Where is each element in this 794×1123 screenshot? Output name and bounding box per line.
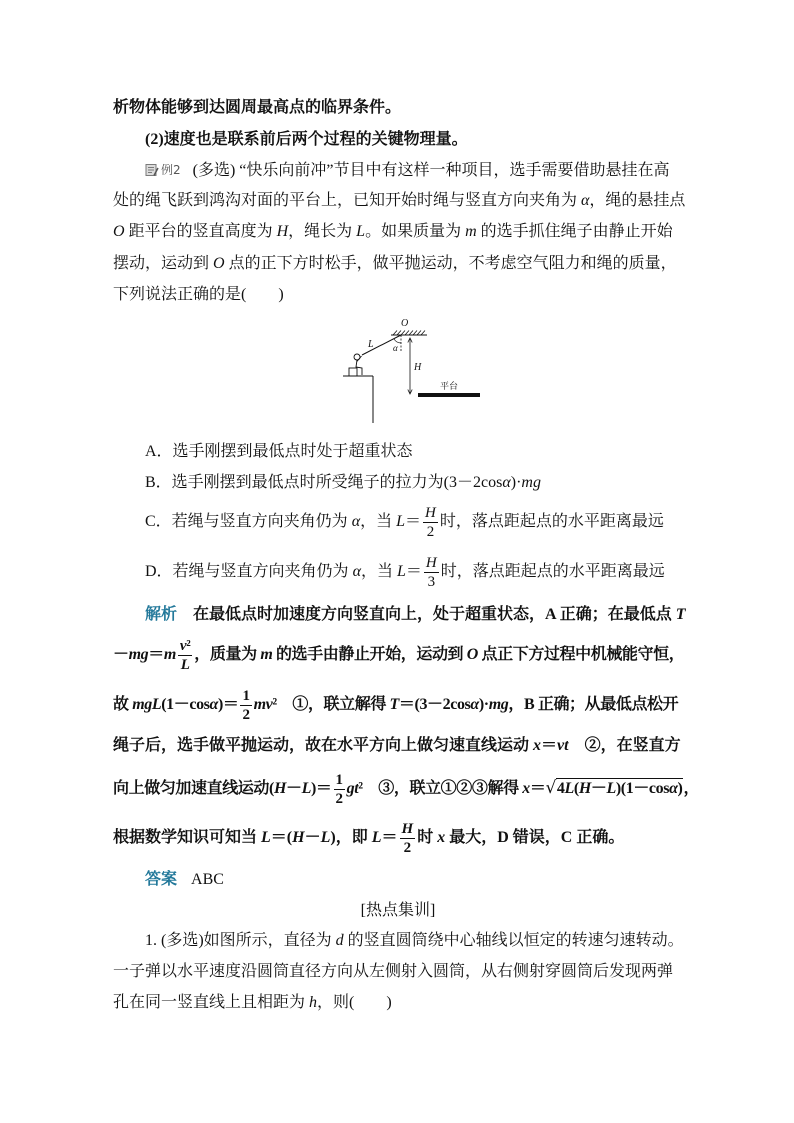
text-run: 故: [113, 696, 133, 713]
text-run: 点正下方过程中机械能守恒，: [477, 646, 685, 663]
math-variable: mgL: [132, 696, 162, 713]
rope-length-label: L: [368, 339, 374, 350]
pivot-label: O: [401, 318, 409, 329]
practice-line-1: [145, 931, 684, 951]
text-run: ²: [186, 637, 191, 654]
text-run: ² ③，联立①②③解得: [358, 780, 523, 797]
text-run: 最大，D 错误，C 正确。: [445, 829, 625, 846]
fraction-denominator: [240, 706, 251, 723]
text-run: ，则( ): [317, 994, 392, 1011]
text-run: (: [573, 780, 579, 797]
text-run: ，质量为: [194, 646, 261, 663]
practice-line-2: [113, 962, 673, 982]
analysis-line-5: [113, 771, 700, 807]
fraction-denominator: [426, 573, 438, 590]
text-run: ＝: [405, 513, 422, 530]
fraction-numerator: [400, 821, 416, 839]
math-variable: x: [533, 737, 542, 754]
fraction-denominator: [425, 523, 437, 540]
fraction: [423, 505, 438, 540]
fraction: [424, 555, 439, 590]
option-b: [145, 473, 541, 493]
option-c: [145, 504, 664, 540]
text-run: )＝: [217, 696, 239, 713]
text-run: (1－cos: [161, 696, 210, 713]
math-variable: h: [309, 994, 318, 1011]
math-variable: α: [352, 563, 361, 580]
math-variable: x: [437, 829, 446, 846]
text-run: ，绳的悬挂点: [589, 192, 686, 209]
text-run: ，当: [360, 563, 397, 580]
text-run: D．若绳与竖直方向夹角仍为: [145, 563, 353, 580]
text-run: 时，落点距起点的水平距离最远: [439, 513, 664, 530]
text-run: 点的正下方时松手，做平抛运动，不考虑空气阻力和绳的质量，: [224, 255, 677, 272]
analysis-line-1: [145, 605, 685, 625]
radicand: [556, 778, 684, 797]
math-variable: H: [401, 820, 414, 837]
text-run: 2: [426, 523, 435, 540]
text-run: C．若绳与竖直方向夹角仍为: [145, 513, 352, 530]
math-variable: O: [213, 255, 225, 272]
text-run: 向上做匀加速直线运动(: [113, 780, 274, 797]
text-run: 距平台的竖直高度为: [124, 223, 277, 240]
analysis-line-6: [113, 820, 625, 856]
math-variable: v: [179, 637, 187, 654]
text-run: ，当: [360, 513, 397, 530]
text-run: 1: [335, 771, 343, 788]
text-run: ＝: [381, 829, 398, 846]
answer-label: 答案: [145, 871, 178, 888]
intro-line-1: 析物体能够到达圆周最高点的临界条件。: [113, 99, 402, 116]
text-run: )，即: [330, 829, 372, 846]
text-run: 的选手由静止开始，运动到: [272, 646, 467, 663]
math-variable: H: [425, 554, 437, 571]
math-variable: d: [335, 932, 344, 949]
text-run: ＝(3－2cos: [398, 696, 471, 713]
text-run: 2: [335, 790, 343, 807]
math-variable: α: [581, 192, 590, 209]
intro-line-2: (2)速度也是联系前后两个过程的关键物理量。: [145, 131, 468, 148]
fraction-denominator: [334, 790, 345, 807]
example-line-1: [145, 160, 670, 180]
text-run: ，: [683, 780, 700, 797]
math-variable: α: [209, 696, 218, 713]
fraction-numerator: [178, 638, 192, 656]
angle-label: α: [393, 343, 398, 353]
text-run: )＝: [310, 780, 332, 797]
example-label: 例2: [161, 163, 181, 177]
practice-title: [热点集训]: [360, 902, 436, 919]
text-run: ² ①，联立解得: [272, 696, 390, 713]
analysis-line-4: [113, 736, 681, 756]
math-variable: H: [273, 780, 286, 797]
math-variable: L: [320, 829, 331, 846]
fraction-numerator: [334, 772, 345, 790]
math-variable: L: [356, 223, 366, 240]
analysis-line-1-text: [177, 606, 685, 623]
math-variable: L: [371, 829, 382, 846]
text-run: －: [590, 780, 607, 797]
option-d: [145, 554, 665, 590]
platform: [418, 393, 480, 397]
text-run: 绳子后，选手做平抛运动，故在水平方向上做匀速直线运动: [113, 737, 534, 754]
height-label: H: [414, 362, 422, 373]
math-variable: H: [425, 504, 436, 521]
text-run: 。如果质量为: [365, 223, 466, 240]
math-variable: vt: [557, 737, 569, 754]
math-variable: L: [564, 780, 574, 797]
math-variable: O: [113, 223, 125, 240]
text-run: 4: [556, 780, 565, 797]
text-run: －: [285, 780, 302, 797]
text-run: ，B 正确；从最低点松开: [508, 696, 679, 713]
fraction: [240, 688, 251, 723]
text-run: (多选) “快乐向前冲”节目中有这样一种项目，选手需要借助悬挂在高: [192, 162, 670, 179]
text-run: )·: [510, 474, 522, 491]
math-variable: L: [396, 563, 406, 580]
text-run: )·: [478, 696, 489, 713]
math-variable: T: [389, 696, 399, 713]
math-variable: mv: [253, 696, 273, 713]
math-variable: x: [522, 780, 530, 797]
fraction-numerator: [424, 555, 439, 573]
example-notebook-icon: [145, 163, 159, 177]
text-run: 1: [242, 687, 250, 704]
text-run: 孔在同一竖直线上且相距为: [113, 994, 310, 1011]
text-run: )(1－cos: [615, 780, 670, 797]
example-line-5: [113, 285, 284, 305]
option-a: [145, 442, 413, 462]
text-run: 下列说法正确的是( ): [113, 286, 284, 303]
example-tag: [145, 160, 181, 180]
fraction-numerator: [240, 688, 251, 706]
text-run: ＝(: [270, 829, 293, 846]
fraction: [178, 638, 192, 673]
text-run: －: [304, 829, 321, 846]
ceiling-hatching: [393, 331, 425, 336]
text-run: 的竖直圆筒绕中心轴线以恒定的转速匀速转动。: [343, 932, 684, 949]
math-variable: L: [180, 656, 190, 673]
math-variable: L: [396, 513, 406, 530]
math-variable: L: [606, 780, 616, 797]
fraction-denominator: [179, 656, 192, 673]
math-variable: O: [466, 646, 478, 663]
math-variable: α: [669, 780, 678, 797]
math-variable: mg: [488, 696, 509, 713]
radical-sign-icon: √: [545, 778, 556, 798]
practice-line-3: [113, 993, 392, 1013]
analysis-line-3: [113, 687, 679, 723]
text-run: ): [677, 780, 683, 797]
math-variable: L: [261, 829, 271, 846]
text-run: ＝: [529, 780, 546, 797]
text-run: 2: [403, 839, 412, 856]
example-line-2: [113, 191, 685, 211]
text-run: 3: [427, 573, 436, 590]
example-line-4: [113, 254, 677, 274]
math-variable: H: [578, 780, 591, 797]
fraction: [400, 821, 416, 856]
analysis-label: 解析: [145, 606, 178, 623]
pendulum-figure: [335, 315, 490, 427]
math-variable: m: [465, 223, 477, 240]
square-root: [545, 778, 683, 799]
text-run: A．选手刚摆到最低点时处于超重状态: [145, 443, 413, 460]
math-variable: α: [502, 474, 511, 491]
text-run: 时: [417, 829, 438, 846]
text-run: 的选手抓住绳子由静止开始: [476, 223, 673, 240]
answer-value: ABC: [191, 871, 224, 888]
math-variable: mg: [128, 646, 149, 663]
text-run: 2: [242, 706, 250, 723]
math-variable: T: [675, 606, 686, 623]
text-run: 摆动，运动到: [113, 255, 214, 272]
player-stool: [349, 368, 357, 376]
text-run: ＝: [541, 737, 558, 754]
text-run: ＝: [148, 646, 164, 663]
platform-label: 平台: [439, 381, 459, 391]
text-run: 根据数学知识可知当: [113, 829, 262, 846]
example-line-1-text: [193, 162, 670, 179]
answer-line: [145, 870, 224, 890]
text-run: 一子弹以水平速度沿圆筒直径方向从左侧射入圆筒，从右侧射穿圆筒后发现两弹: [113, 963, 674, 980]
text-run: ，绳长为: [288, 223, 357, 240]
text-run: 1. (多选)如图所示，直径为: [145, 932, 336, 949]
math-variable: m: [163, 646, 176, 663]
text-run: 处的绳飞跃到鸿沟对面的平台上，已知开始时绳与竖直方向夹角为: [113, 192, 582, 209]
text-run: ②，在竖直方: [568, 737, 681, 754]
text-run: 时，落点距起点的水平距离最远: [440, 563, 665, 580]
math-variable: gt: [346, 780, 359, 797]
math-variable: m: [260, 646, 273, 663]
fraction: [334, 772, 345, 807]
example-line-3: [113, 222, 673, 242]
text-run: 在最低点时加速度方向竖直向上，处于超重状态，A 正确；在最低点: [177, 606, 676, 623]
text-run: ＝: [405, 563, 422, 580]
math-variable: H: [292, 829, 305, 846]
text-run: B．选手刚摆到最低点时所受绳子的拉力为(3－2cos: [145, 474, 503, 491]
analysis-line-2: [113, 637, 685, 673]
fraction-numerator: [423, 505, 438, 523]
text-run: －: [113, 646, 129, 663]
fraction-denominator: [402, 839, 414, 856]
math-variable: H: [276, 223, 289, 240]
math-variable: mg: [521, 474, 541, 491]
math-variable: L: [301, 780, 311, 797]
math-variable: α: [351, 513, 361, 530]
math-variable: α: [470, 696, 479, 713]
